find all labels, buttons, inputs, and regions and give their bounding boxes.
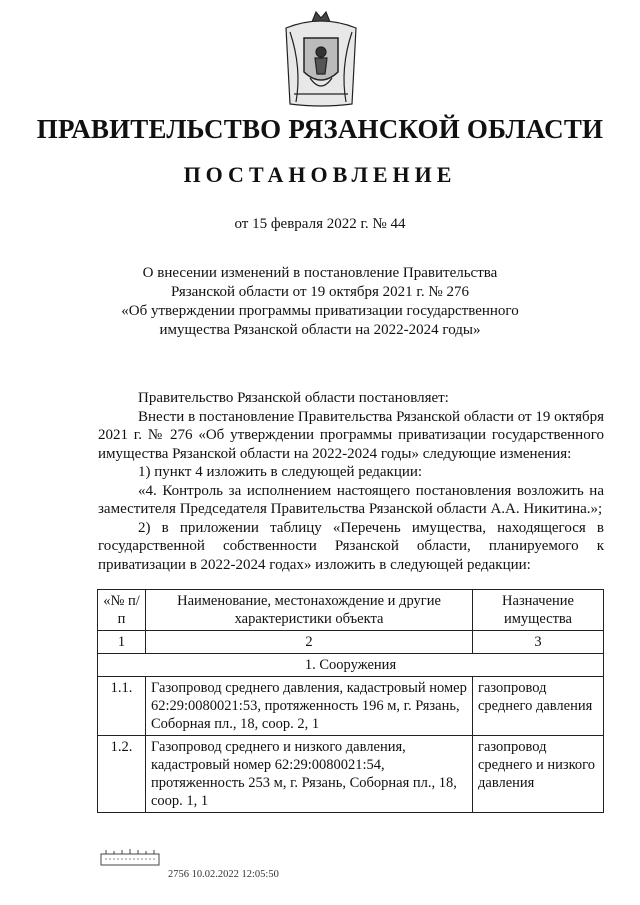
registration-footer: [168, 869, 279, 880]
row-number: 1.1.: [98, 677, 146, 736]
row-description: Газопровод среднего и низкого давления, кадастровый номер 62:29:0080021:54, протяженность 253 м, г. Рязань, Соборная пл., 18, соор. 1, 1: [146, 736, 473, 813]
table-header-row: [98, 590, 604, 631]
row-purpose: газопровод среднего и низкого давления: [473, 736, 604, 813]
body-text: [98, 389, 604, 574]
header-purpose: Назначение имущества: [473, 590, 604, 631]
document-type: ПОСТАНОВЛЕНИЕ: [183, 162, 457, 187]
column-number-row: [98, 631, 604, 654]
section-title: 1. Сооружения: [98, 654, 604, 677]
subject-line: Рязанской области от 19 октября 2021 г. № 276: [171, 284, 469, 300]
intro-paragraph: Правительство Рязанской области постановляет:: [138, 390, 449, 406]
row-purpose: газопровод среднего давления: [473, 677, 604, 736]
item-2: 2) в приложении таблицу «Перечень имущества, находящегося в государственной собственности Рязанской области, планируемого к приватизации в 2022-2024 годах» изложить в следующей редакции:: [98, 519, 604, 573]
subject-line: имущества Рязанской области на 2022-2024 годы»: [159, 322, 481, 338]
section-row: [98, 654, 604, 677]
table-row: [98, 736, 604, 813]
header-description: Наименование, местонахождение и другие характеристики объекта: [146, 590, 473, 631]
coat-of-arms-icon: [282, 8, 360, 108]
column-number: 2: [146, 631, 473, 654]
property-table: [97, 589, 604, 813]
quoted-clause: «4. Контроль за исполнением настоящего постановления возложить на заместителя Председателя Правительства Рязанской области А.А. Никитина.»;: [98, 482, 604, 517]
subject-line: О внесении изменений в постановление Правительства: [142, 265, 498, 281]
header-number: «№ п/п: [98, 590, 146, 631]
registration-number: 2756 10.02.2022 12:05:50: [168, 869, 279, 880]
main-paragraph: Внести в постановление Правительства Рязанской области от 19 октября 2021 г. № 276 «Об утверждении программы приватизации государственного имущества Рязанской области на 2022-2024 годы» следующие изменения:: [98, 408, 604, 462]
org-title: ПРАВИТЕЛЬСТВО РЯЗАНСКОЙ ОБЛАСТИ: [36, 114, 604, 144]
subject-block: [110, 264, 530, 340]
item-1: 1) пункт 4 изложить в следующей редакции:: [138, 464, 423, 480]
registry-stamp-icon: [100, 848, 160, 866]
row-number: 1.2.: [98, 736, 146, 813]
row-description: Газопровод среднего давления, кадастровый номер 62:29:0080021:53, протяженность 196 м, г. Рязань, Соборная пл., 18, соор. 2, 1: [146, 677, 473, 736]
column-number: 1: [98, 631, 146, 654]
subject-line: «Об утверждении программы приватизации государственного: [121, 303, 519, 319]
column-number: 3: [473, 631, 604, 654]
table-row: [98, 677, 604, 736]
date-number-line: от 15 февраля 2022 г. № 44: [234, 216, 406, 232]
